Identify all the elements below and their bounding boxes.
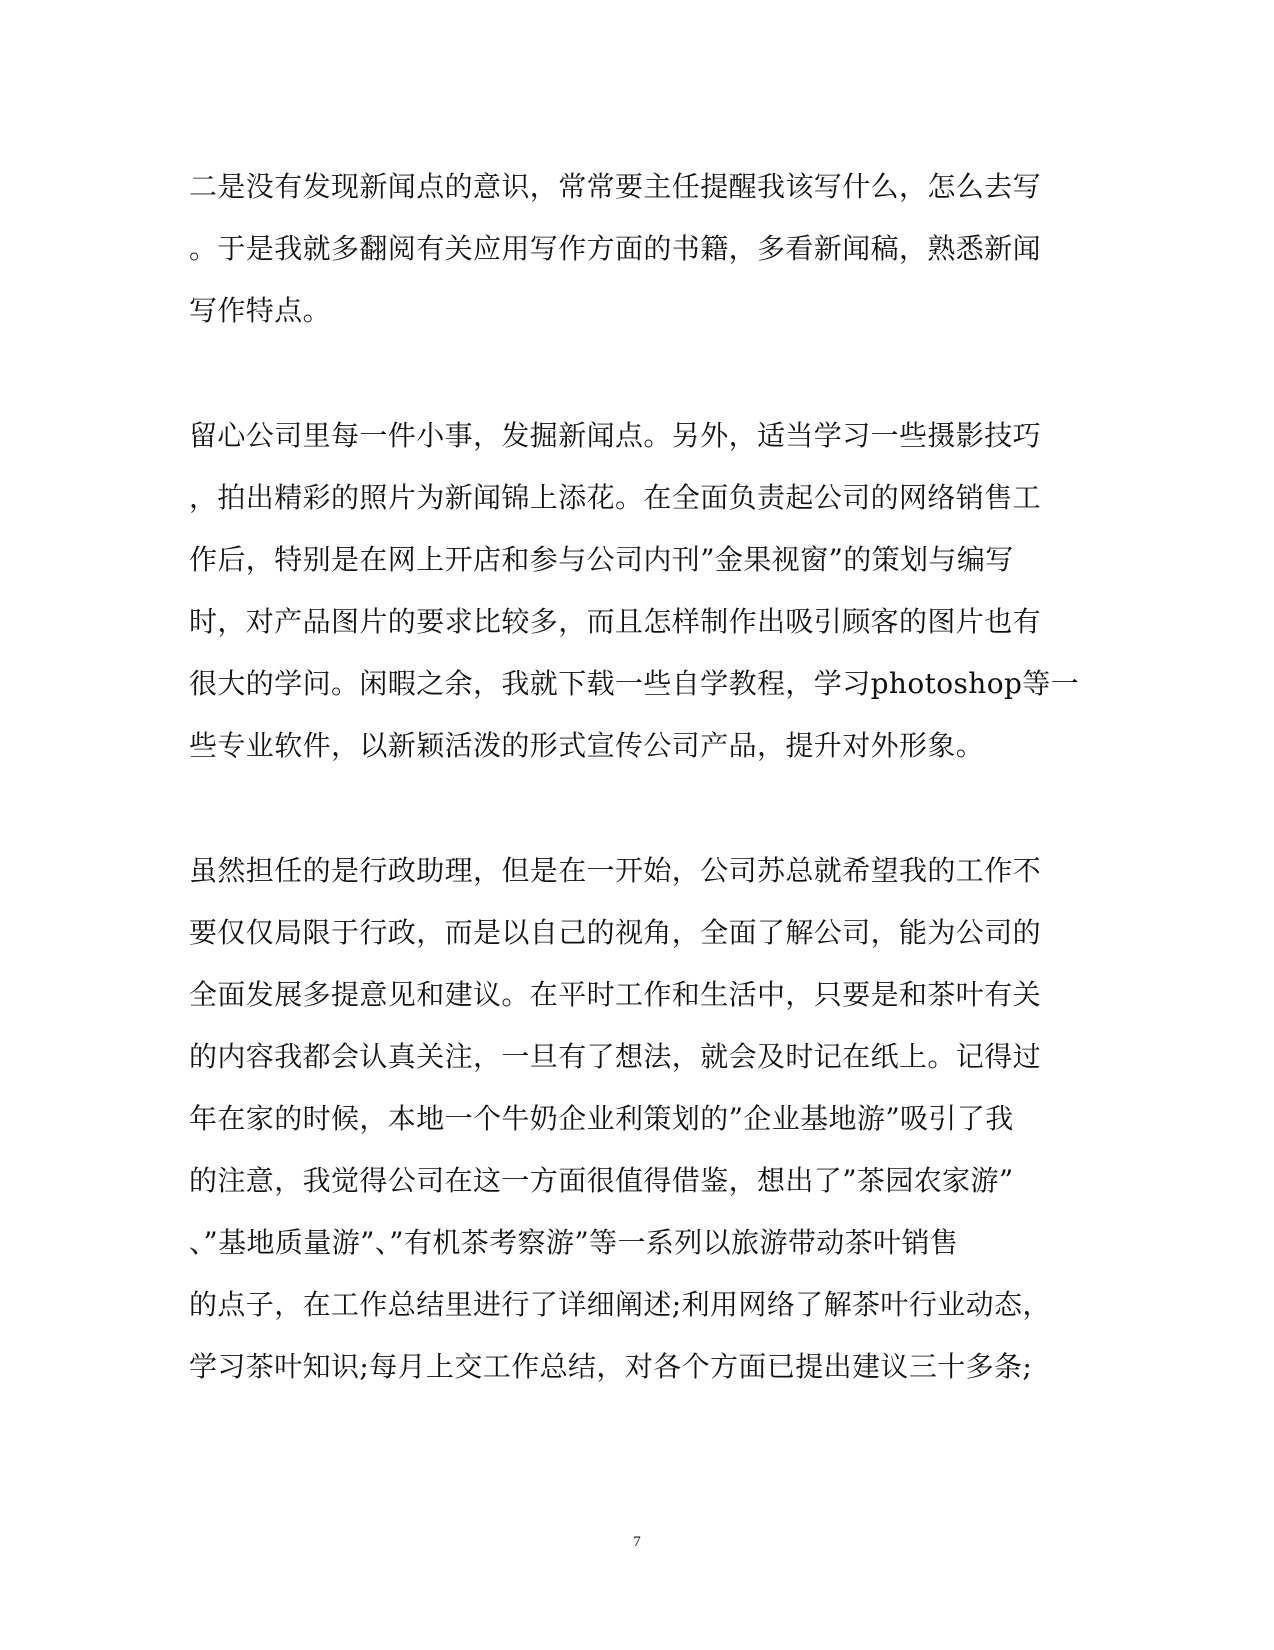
paragraph-2-line-5: 很大的学问。闲暇之余，我就下载一些自学教程，学习photoshop等一 bbox=[189, 667, 1080, 700]
paragraph-3-line-3: 全面发展多提意见和建议。在平时工作和生活中，只要是和茶叶有关 bbox=[189, 978, 1042, 1011]
paragraph-1-line-1: 二是没有发现新闻点的意识，常常要主任提醒我该写什么，怎么去写 bbox=[189, 170, 1042, 203]
paragraph-3-line-5: 年在家的时候，本地一个牛奶企业利策划的”企业基地游”吸引了我 bbox=[189, 1102, 1014, 1135]
paragraph-2-line-6: 些专业软件，以新颖活泼的形式宣传公司产品，提升对外形象。 bbox=[189, 729, 985, 762]
paragraph-3-line-9: 学习茶叶知识;每月上交工作总结，对各个方面已提出建议三十多条; bbox=[189, 1350, 1033, 1383]
paragraph-2-line-4: 时，对产品图片的要求比较多，而且怎样制作出吸引顾客的图片也有 bbox=[189, 605, 1042, 638]
paragraph-1-line-2: 。于是我就多翻阅有关应用写作方面的书籍，多看新闻稿，熟悉新闻 bbox=[189, 232, 1042, 265]
paragraph-2-line-1: 留心公司里每一件小事，发掘新闻点。另外，适当学习一些摄影技巧 bbox=[189, 419, 1042, 452]
paragraph-3-line-1: 虽然担任的是行政助理，但是在一开始，公司苏总就希望我的工作不 bbox=[189, 854, 1042, 887]
paragraph-1-line-3: 写作特点。 bbox=[189, 294, 332, 327]
paragraph-3-line-2: 要仅仅局限于行政，而是以自己的视角，全面了解公司，能为公司的 bbox=[189, 916, 1042, 949]
paragraph-2-line-3: 作后，特别是在网上开店和参与公司内刊”金果视窗”的策划与编写 bbox=[189, 543, 1014, 576]
paragraph-3-line-6: 的注意，我觉得公司在这一方面很值得借鉴，想出了”茶园农家游” bbox=[189, 1164, 1014, 1197]
paragraph-3-line-8: 的点子，在工作总结里进行了详细阐述;利用网络了解茶叶行业动态， bbox=[189, 1288, 1051, 1321]
paragraph-3-line-7: 、”基地质量游”、”有机茶考察游”等一系列以旅游带动茶叶销售 bbox=[189, 1226, 959, 1259]
paragraph-2-line-2: ，拍出精彩的照片为新闻锦上添花。在全面负责起公司的网络销售工 bbox=[189, 481, 1042, 514]
page-number: 7 bbox=[633, 1534, 641, 1550]
paragraph-3-line-4: 的内容我都会认真关注，一旦有了想法，就会及时记在纸上。记得过 bbox=[189, 1040, 1042, 1073]
